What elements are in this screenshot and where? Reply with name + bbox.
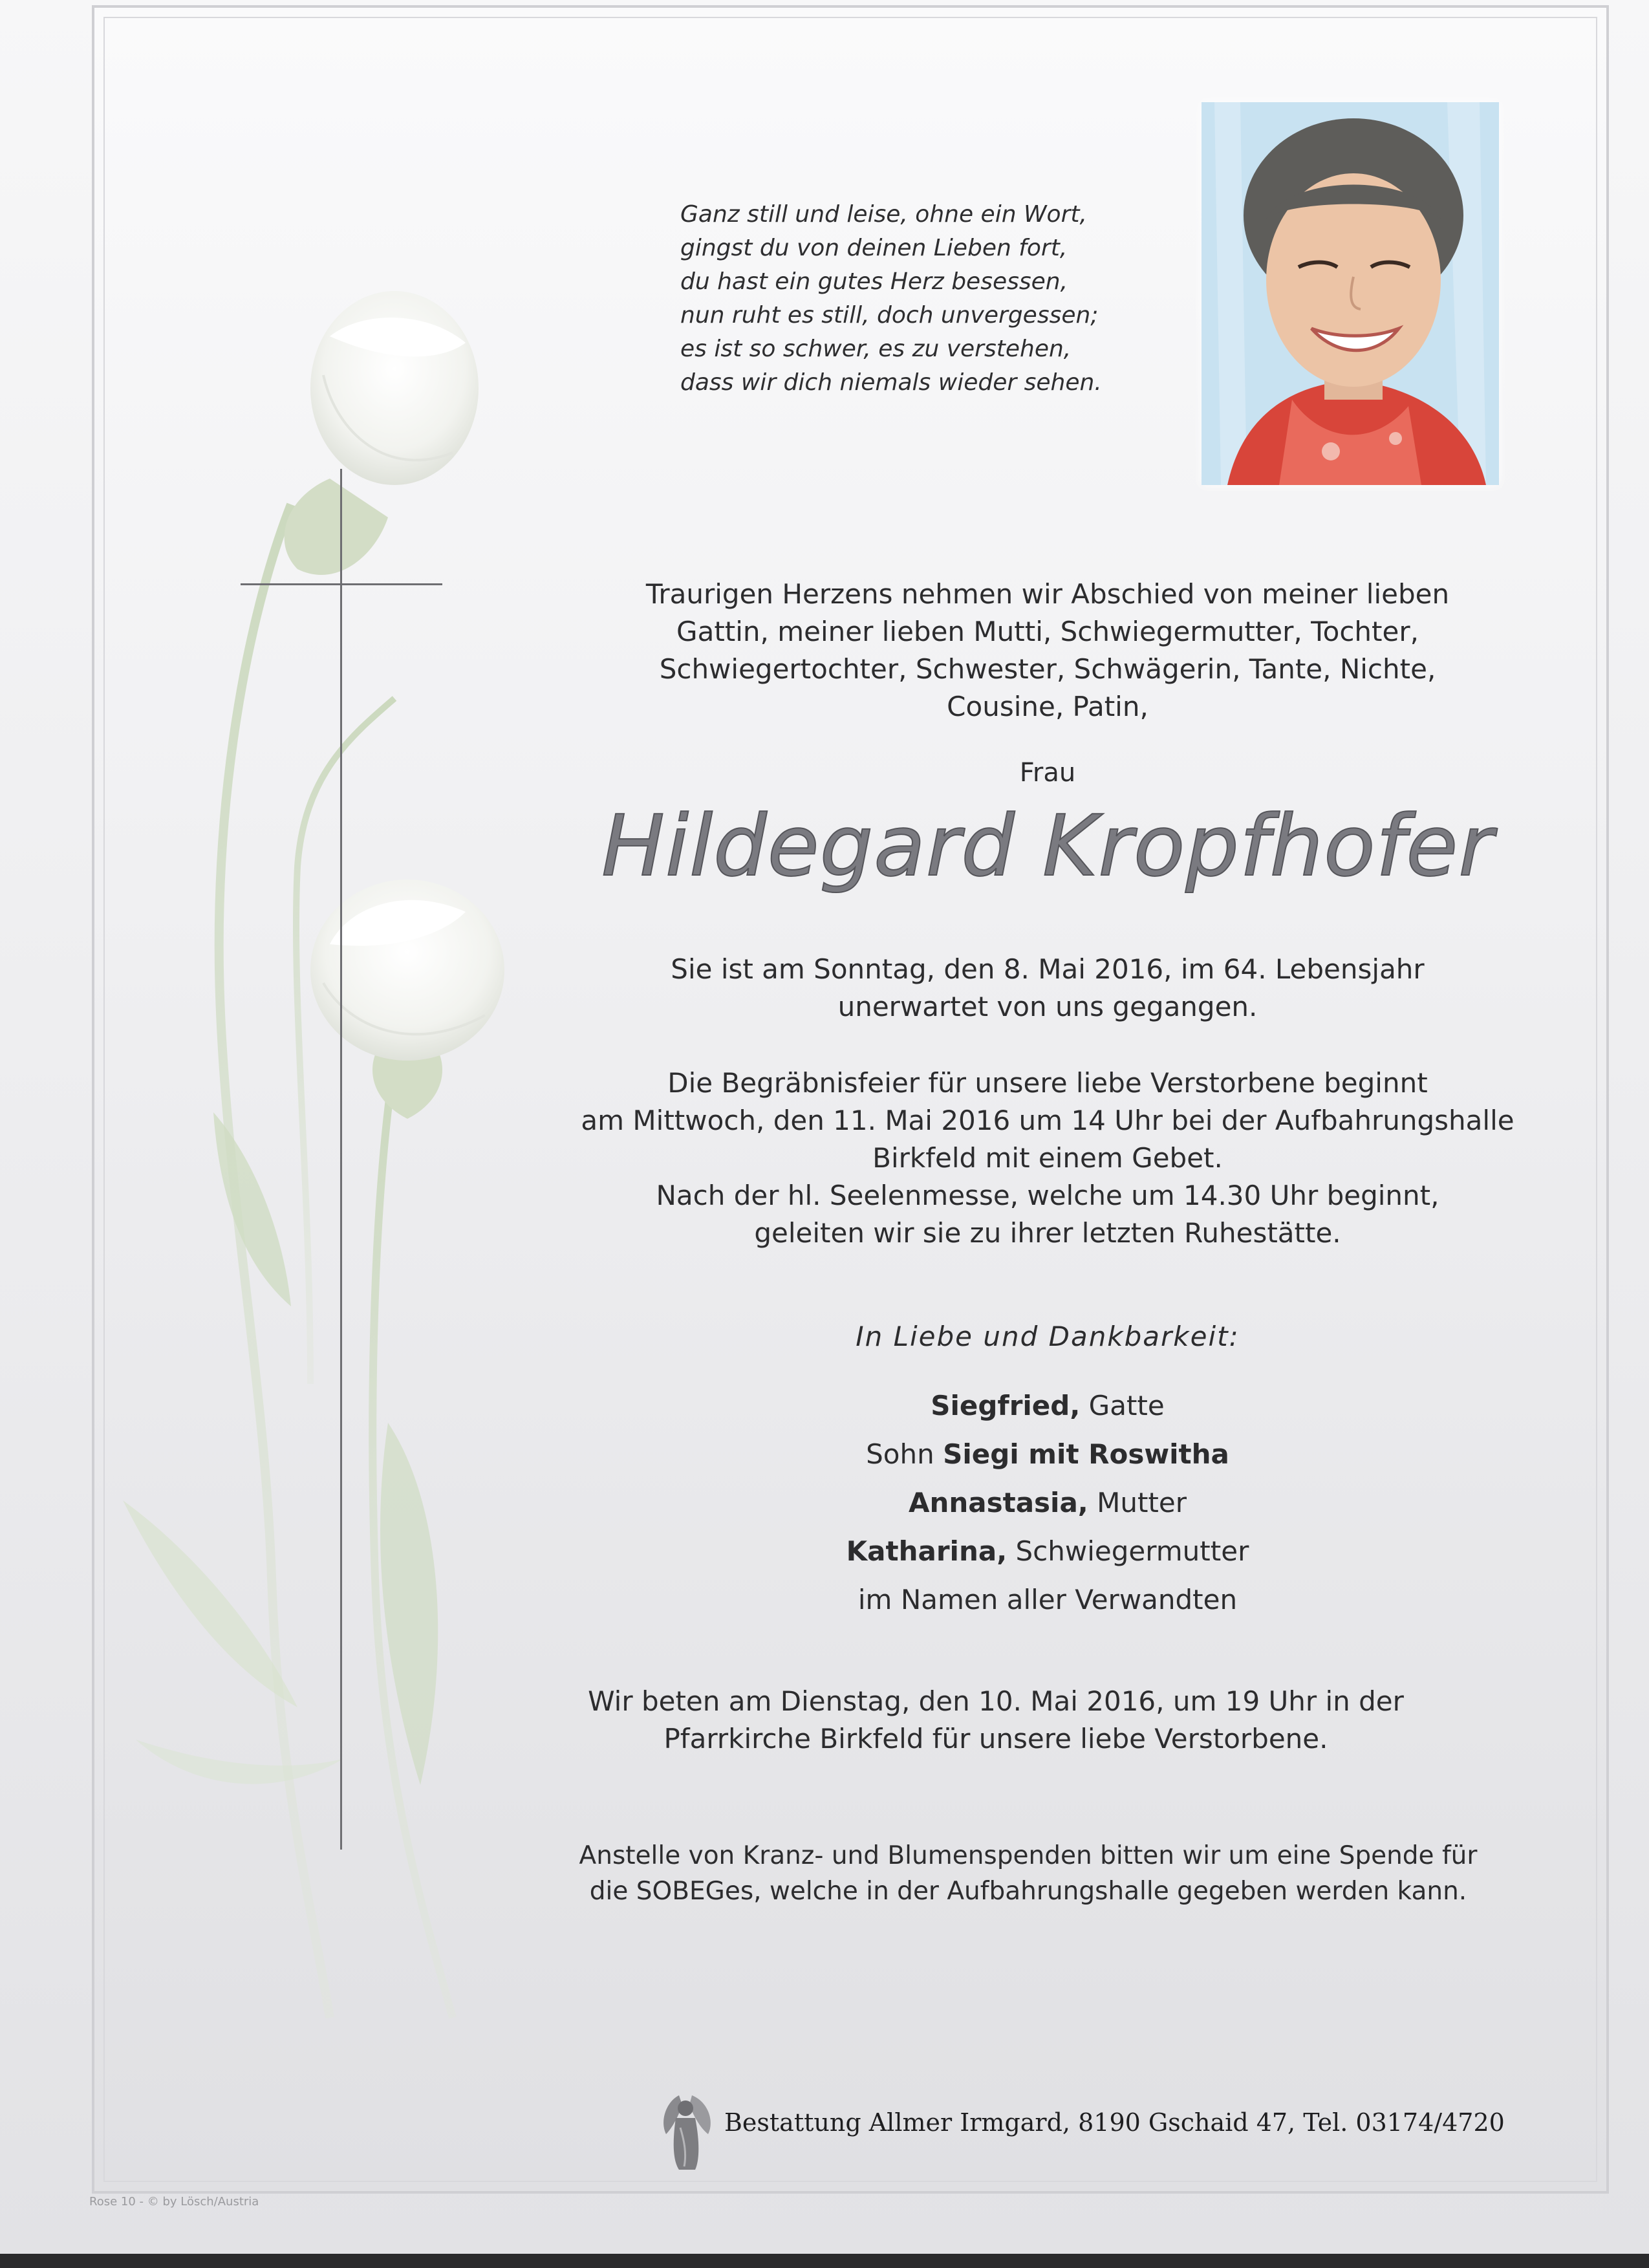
death-notice bbox=[530, 951, 1565, 1026]
poem-line: dass wir dich niemals wieder sehen. bbox=[680, 369, 1102, 396]
donation-notice bbox=[479, 1838, 1578, 1909]
design-credit: Rose 10 - © by Lösch/Austria bbox=[89, 2195, 259, 2209]
announcement-line: Gattin, meiner lieben Mutti, Schwiegermutter, Tochter, bbox=[676, 616, 1419, 647]
death-notice-line: Sie ist am Sonntag, den 8. Mai 2016, im 64. Lebensjahr bbox=[671, 953, 1425, 985]
announcement-line: Traurigen Herzens nehmen wir Abschied von meiner lieben bbox=[645, 578, 1450, 610]
poem-line: du hast ein gutes Herz besessen, bbox=[680, 268, 1068, 295]
funeral-line: Birkfeld mit einem Gebet. bbox=[872, 1142, 1223, 1174]
mourners-list bbox=[530, 1381, 1565, 1624]
mourner-line: Katharina, Schwiegermutter bbox=[846, 1535, 1249, 1567]
funeral-home-info: Bestattung Allmer Irmgard, 8190 Gschaid 47, Tel. 03174/4720 bbox=[724, 2108, 1505, 2137]
top-rose bbox=[285, 291, 479, 575]
memorial-poem bbox=[680, 198, 1172, 400]
gratitude-heading: In Liebe und Dankbarkeit: bbox=[856, 1321, 1240, 1352]
poem-line: gingst du von deinen Lieben fort, bbox=[680, 235, 1068, 261]
funeral-line: am Mittwoch, den 11. Mai 2016 um 14 Uhr bei der Aufbahrungshalle bbox=[581, 1105, 1514, 1136]
death-notice-line: unerwartet von uns gegangen. bbox=[837, 991, 1258, 1022]
funeral-line: Die Begräbnisfeier für unsere liebe Verstorbene beginnt bbox=[667, 1067, 1428, 1099]
poem-line: nun ruht es still, doch unvergessen; bbox=[680, 302, 1099, 329]
bottom-rose bbox=[310, 880, 504, 1119]
salutation: Frau bbox=[1019, 758, 1076, 788]
deceased-name: Hildegard Kropfhofer bbox=[601, 797, 1494, 895]
portrait-illustration bbox=[1202, 102, 1499, 485]
mourner-line: Annastasia, Mutter bbox=[908, 1487, 1187, 1518]
mourner-line: im Namen aller Verwandten bbox=[857, 1584, 1238, 1615]
funeral-details bbox=[530, 1064, 1565, 1252]
prayer-line: Pfarrkirche Birkfeld für unsere liebe Verstorbene. bbox=[663, 1723, 1328, 1755]
announcement-line: Cousine, Patin, bbox=[947, 691, 1148, 722]
scan-edge bbox=[0, 2254, 1649, 2268]
donation-line: Anstelle von Kranz- und Blumenspenden bitten wir um eine Spende für bbox=[579, 1841, 1478, 1870]
prayer-line: Wir beten am Dienstag, den 10. Mai 2016, um 19 Uhr in der bbox=[588, 1685, 1404, 1717]
poem-line: Ganz still und leise, ohne ein Wort, bbox=[680, 201, 1087, 228]
poem-line: es ist so schwer, es zu verstehen, bbox=[680, 336, 1072, 362]
funeral-line: geleiten wir sie zu ihrer letzten Ruhestätte. bbox=[754, 1217, 1341, 1249]
funeral-home-footer bbox=[653, 2089, 1505, 2166]
mourner-line: Siegfried, Gatte bbox=[931, 1390, 1165, 1421]
prayer-notice bbox=[479, 1683, 1513, 1758]
funeral-line: Nach der hl. Seelenmesse, welche um 14.30 Uhr beginnt, bbox=[656, 1180, 1439, 1211]
donation-line: die SOBEGes, welche in der Aufbahrungshalle gegeben werden kann. bbox=[589, 1877, 1467, 1906]
cross-vertical-bar bbox=[340, 469, 342, 1850]
farewell-announcement bbox=[530, 576, 1565, 726]
cross-horizontal-bar bbox=[241, 583, 442, 585]
announcement-line: Schwiegertochter, Schwester, Schwägerin, Tante, Nichte, bbox=[659, 653, 1436, 685]
portrait-photo bbox=[1202, 102, 1499, 485]
mourner-line: Sohn Siegi mit Roswitha bbox=[866, 1438, 1229, 1470]
angel-logo-icon bbox=[653, 2089, 718, 2173]
white-roses-illustration bbox=[116, 285, 530, 2031]
